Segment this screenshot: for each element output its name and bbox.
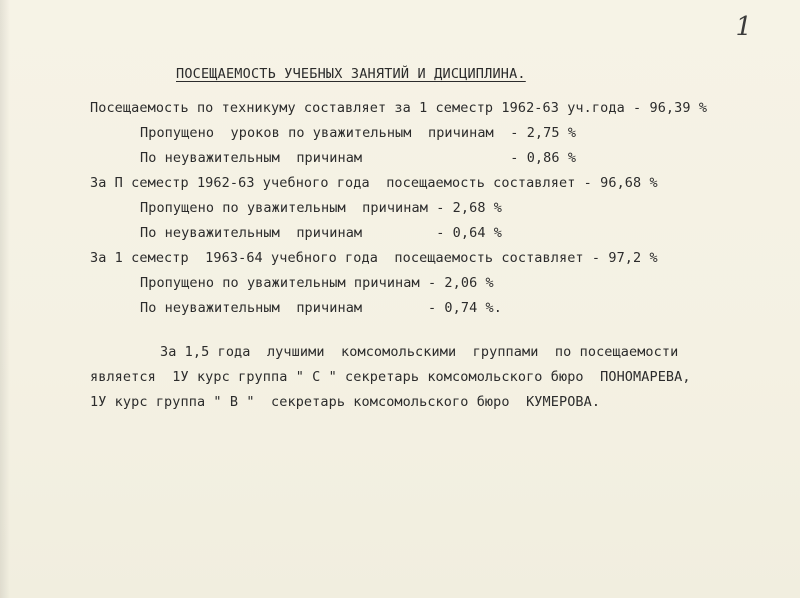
text-line-unexcused-sem1-1962: По неуважительным причинам - 0,86 % xyxy=(140,150,577,166)
text-line-excused-sem2-1962: Пропущено по уважительным причинам - 2,68 % xyxy=(140,200,503,216)
document-title: ПОСЕЩАЕМОСТЬ УЧЕБНЫХ ЗАНЯТИЙ И ДИСЦИПЛИНА. xyxy=(176,66,526,82)
text-line-excused-sem1-1962: Пропущено уроков по уважительным причинам - 2,75 % xyxy=(140,125,577,141)
text-line-group-c: является 1У курс группа " С " секретарь комсомольского бюро ПОНОМАРЕВА, xyxy=(90,369,691,385)
text-line-best-groups: За 1,5 года лучшими комсомольскими группами по посещаемости xyxy=(160,344,679,360)
page-edge-shadow xyxy=(0,0,10,598)
text-line-attendance-sem2-1962: За П семестр 1962-63 учебного года посещаемость составляет - 96,68 % xyxy=(90,175,658,191)
text-line-excused-sem1-1963: Пропущено по уважительным причинам - 2,06 % xyxy=(140,275,494,291)
text-line-group-b: 1У курс группа " В " секретарь комсомольского бюро КУМЕРОВА. xyxy=(90,394,601,410)
page-number: 1 xyxy=(735,12,752,42)
text-line-attendance-sem1-1962: Посещаемость по техникуму составляет за 1 семестр 1962-63 уч.года - 96,39 % xyxy=(90,100,708,116)
text-line-unexcused-sem1-1963: По неуважительным причинам - 0,74 %. xyxy=(140,300,503,316)
text-line-attendance-sem1-1963: За 1 семестр 1963-64 учебного года посещаемость составляет - 97,2 % xyxy=(90,250,658,266)
text-line-unexcused-sem2-1962: По неуважительным причинам - 0,64 % xyxy=(140,225,503,241)
